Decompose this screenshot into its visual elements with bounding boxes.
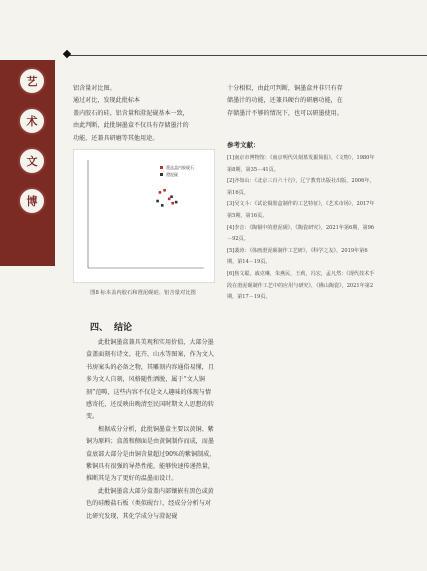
text-line: 十分相似，由此可判断，铜墨盒并非只有存: [227, 85, 343, 92]
conclusion-body: [86, 337, 216, 523]
section-title: 结论: [114, 323, 133, 333]
scatter-point: [170, 195, 173, 198]
scatter-point: [168, 198, 171, 201]
paragraph: 此批铜墨盒大部分盒盖内部镶嵌有黑色或黄色的硅酸盐石板（类似砚台），经成分分析与对比研究发现，其化学成分与澄泥砚: [86, 487, 214, 520]
sidebar-char: 博: [18, 187, 46, 215]
section-heading: [90, 320, 138, 333]
text-line: 功能，还兼具研磨等其他用途。: [73, 134, 159, 142]
text-line: 由此判断，此批铜墨盒不仅具有存储墨汁的: [73, 122, 189, 130]
reference-item: [3]吴文斗：《试论铜墨盒制作的工艺特征》，《艺术市场》，2017年第5期，第16页。: [227, 201, 375, 219]
text-line: 通过对比，发现此批标本: [73, 97, 141, 105]
header-diamond-icon: [63, 50, 71, 58]
scatter-figure: [73, 149, 215, 283]
figure-caption: 图8 标本盖内胶石和澄泥砚硅、铝含量对比图: [90, 290, 196, 296]
scatter-point: [171, 202, 174, 205]
scatter-point: [159, 191, 162, 194]
right-top-text: [227, 83, 377, 120]
scatter-point: [163, 189, 166, 192]
text-line: 盖内胶石的硅、铝含量和澄泥砚基本一致，: [73, 109, 189, 117]
sidebar-char: 术: [18, 107, 46, 135]
scatter-chart: [74, 150, 214, 282]
legend-marker: [160, 173, 163, 176]
legend-label: 墨盒盖内胶砚石: [166, 165, 194, 170]
reference-item: [2]齐如山：《北京三百六十行》，辽宁教育出版社出版，2006年，第16页。: [227, 178, 375, 196]
scatter-point: [161, 204, 164, 207]
reference-item: [4]李音：《陶铜中的澄泥砚》，《陶瓷研究》，2021年第6期，第96－92页。: [227, 224, 375, 243]
header-rule: [68, 55, 427, 56]
text-line: 储墨汁的功能，还兼具硬台的研磨功能，在: [227, 97, 343, 105]
reference-item: [5]裴涛：《体画澄泥砚制作工艺研》，《科学之友》，2019年第6期，第14－19页。: [227, 247, 368, 266]
text-line: 存储墨汁不够的情况下，也可以研墨使用。: [227, 109, 343, 117]
section-number: 四、: [90, 323, 109, 333]
references-title: 参考文献：: [227, 141, 260, 149]
left-top-text: [73, 83, 213, 145]
reference-item: [1]南京市博物馆：《南京明代贝刻墓发掘简报》，《文物》，1980年第8期，第35－41页。: [227, 155, 375, 173]
sidebar-char: 文: [18, 147, 46, 175]
text-line: 铝含量对比图。: [73, 85, 116, 92]
paragraph: 此批铜墨盒兼具美观和实用价值，大部分墨盒盖面刻有诗文、花卉、山水等图案，作为文人书房案头的必备之物，其雕刻内容通俗易懂，且多为文人自刻，风格随性洒脱，属于“文人铜刻”范畴，这些内容不仅是文人趣味的体现与情感寄托，还反映出晚清至民国时期文人思想的转变。: [86, 339, 214, 421]
scatter-point: [156, 200, 159, 203]
legend-label: 澄泥砚: [166, 172, 178, 177]
legend-marker: [160, 166, 163, 169]
references-list: [227, 153, 377, 304]
reference-item: [6]焦文聪，戚克琳，朱燕民，王莉，冯宏，孟凡然：《现代技术手段在澄泥砚制作工艺中的应用与研究》，《佛山陶瓷》，2021年第2期，第17－19页。: [227, 270, 375, 301]
scatter-point: [175, 201, 178, 204]
sidebar-column-label: [18, 67, 48, 227]
sidebar-char: 艺: [18, 67, 46, 95]
paragraph: 根据成分分析，此批铜墨盒主要以黄铜、紫铜为原料；盒盖和侧面是由黄铜制作而成，而墨盒底部大部分是由铜含量超过90%的紫铜制成，紫铜具有很强的导热性能，能够快速传递热量，推断其是为了更好的温墨而设计。: [86, 425, 216, 483]
